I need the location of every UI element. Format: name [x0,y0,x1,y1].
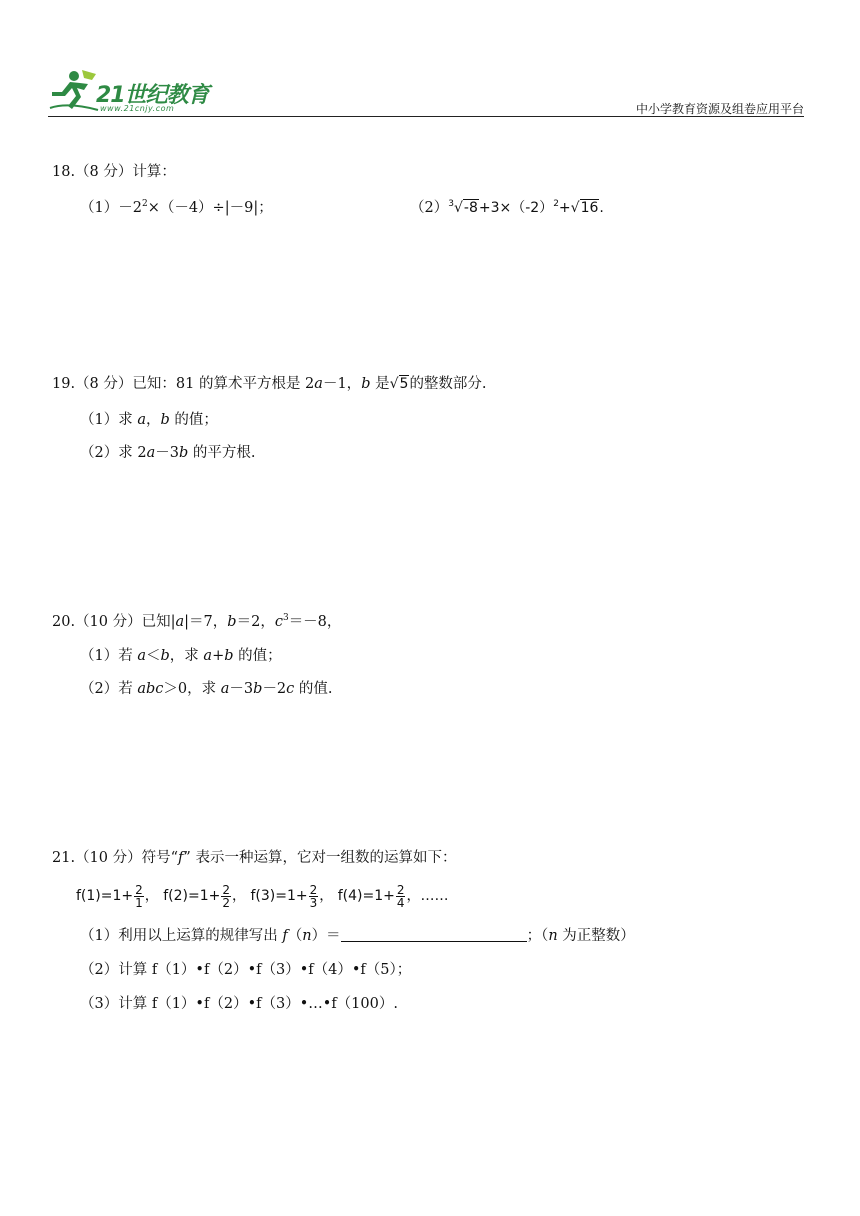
var-a: a [175,614,185,630]
var-a: a [137,412,146,428]
var-n: n [548,928,558,944]
q21-p1-c: ）＝ [311,928,341,944]
runner-logo-icon [48,66,100,114]
logo [48,66,228,114]
example-lhs: f(1)=1+ [76,888,134,904]
q20-text-d: ＝－8， [288,614,342,630]
logo-number: 21 [96,83,125,108]
numerator: 2 [222,882,231,897]
fraction [396,884,406,909]
q19-p1-a: （1）求 [80,412,138,428]
fraction [309,884,319,909]
q19-text-a: 19.（8 分）已知：81 的算术平方根是 2 [52,376,315,392]
var-c: c [286,681,295,697]
q20-p1-d: + [212,648,225,664]
cube-root-radicand: -8 [463,200,478,216]
numerator: 2 [309,882,318,897]
q19-text-b: －1， [322,376,362,392]
q20-p1-b: ＜ [146,648,161,664]
denominator: 2 [222,895,231,910]
fraction [221,884,231,909]
q18-p2-exp: 2 [553,199,559,209]
q18-part1 [80,198,273,218]
answer-blank[interactable] [341,927,527,942]
fraction [134,884,144,909]
q20-part2 [80,679,333,699]
var-f: f [282,928,288,944]
example-lhs: f(2)=1+ [163,888,221,904]
q19-text-d: 的整数部分. [409,376,487,392]
platform-name: 中小学教育资源及组卷应用平台 [635,102,804,116]
header-divider [48,116,804,117]
q18-p1-exp: 2 [141,199,148,209]
q19-p2-b: －3 [155,445,179,461]
q20-p2-b: ＞0，求 [163,681,221,697]
example-lhs: f(3)=1+ [250,888,308,904]
var-b: b [160,412,170,428]
q21-p1-b: （ [287,928,303,944]
q20-text-c: ＝2， [236,614,275,630]
q19-p2-a: （2）求 2 [80,445,147,461]
q21-text-b: ” 表示一种运算，它对一组数的运算如下： [183,850,457,866]
q18-p2-end: . [599,200,604,216]
q19-text-c: 是 [370,376,390,392]
q19-stem [52,374,487,394]
cube-root-index: 3 [448,199,454,209]
example-lhs: f(4)=1+ [337,888,395,904]
var-c: c [274,614,283,630]
separator: ，…… [406,888,449,904]
q20-stem [52,612,341,632]
logo-cn: 世纪教育 [124,83,209,108]
var-b: b [160,648,170,664]
q19-part2 [80,443,255,463]
var-f: f [178,850,184,866]
q20-p1-a: （1）若 [80,648,138,664]
q20-p2-d: －2 [262,681,287,697]
q18-p2-prefix: （2） [410,200,449,216]
q18-p1-prefix: （1）－2 [80,200,142,216]
q20-part1 [80,646,282,666]
q18-p1-rest: ×（－4）÷|－9|； [147,200,273,216]
var-a: a [146,445,156,461]
q21-part1 [80,926,635,946]
q18-part2 [410,198,604,218]
example-3 [250,882,334,910]
var-a: a [314,376,323,392]
q21-p1-e: 为正整数） [557,928,635,944]
q21-text-a: 21.（10 分）符号“ [52,850,179,866]
q20-p2-e: 的值. [294,681,333,697]
example-1 [76,882,159,910]
q18-stem: 18.（8 分）计算： [52,164,176,180]
var-b: b [227,614,237,630]
denominator: 3 [309,895,318,910]
var-b: b [253,681,263,697]
radical-sign-icon: √ [570,200,580,216]
q20-text-b: |＝7， [184,614,228,630]
example-4 [337,882,449,910]
var-a: a [137,648,146,664]
numerator: 2 [135,882,143,897]
q20-p1-e: 的值； [233,648,282,664]
separator: ， [232,888,247,904]
q21-p1-a: （1）利用以上运算的规律写出 [80,928,283,944]
radical-sign-icon: √ [453,200,463,216]
q20-p1-c: ，求 [169,648,204,664]
separator: ， [319,888,334,904]
q21-p1-d: ；（ [526,928,549,944]
q19-p1-b: ， [146,412,161,428]
separator: ， [144,888,159,904]
q19-p1-c: 的值； [169,412,218,428]
var-a: a [203,648,213,664]
q20-p2-a: （2）若 [80,681,138,697]
c-exponent: 3 [282,613,289,623]
q19-part1 [80,410,218,430]
q18-p2-plus: + [558,200,571,216]
var-b: b [224,648,234,664]
sqrt-radicand: 16 [580,200,599,216]
q20-text-a: 20.（10 分）已知| [52,614,176,630]
sqrt-radicand: 5 [399,376,409,392]
q21-part3: （3）计算 f（1）•f（2）•f（3）•…•f（100）. [80,996,398,1012]
q20-p2-c: －3 [229,681,254,697]
denominator: 4 [396,895,405,910]
q18-p2-mid: +3×（-2） [478,200,554,216]
logo-url: www.21cnjy.com [100,104,175,113]
q21-examples [76,882,448,910]
denominator: 1 [135,895,143,910]
var-a: a [220,681,230,697]
var-n: n [302,928,312,944]
q19-p2-c: 的平方根. [188,445,256,461]
q21-stem [52,848,456,868]
page-header [48,66,804,118]
var-abc: abc [137,681,164,697]
var-b: b [361,376,371,392]
example-2 [163,882,247,910]
var-b: b [178,445,189,461]
radical-sign-icon: √ [389,376,399,392]
numerator: 2 [396,882,405,897]
q21-part2: （2）计算 f（1）•f（2）•f（3）•f（4）•f（5）； [80,962,412,978]
